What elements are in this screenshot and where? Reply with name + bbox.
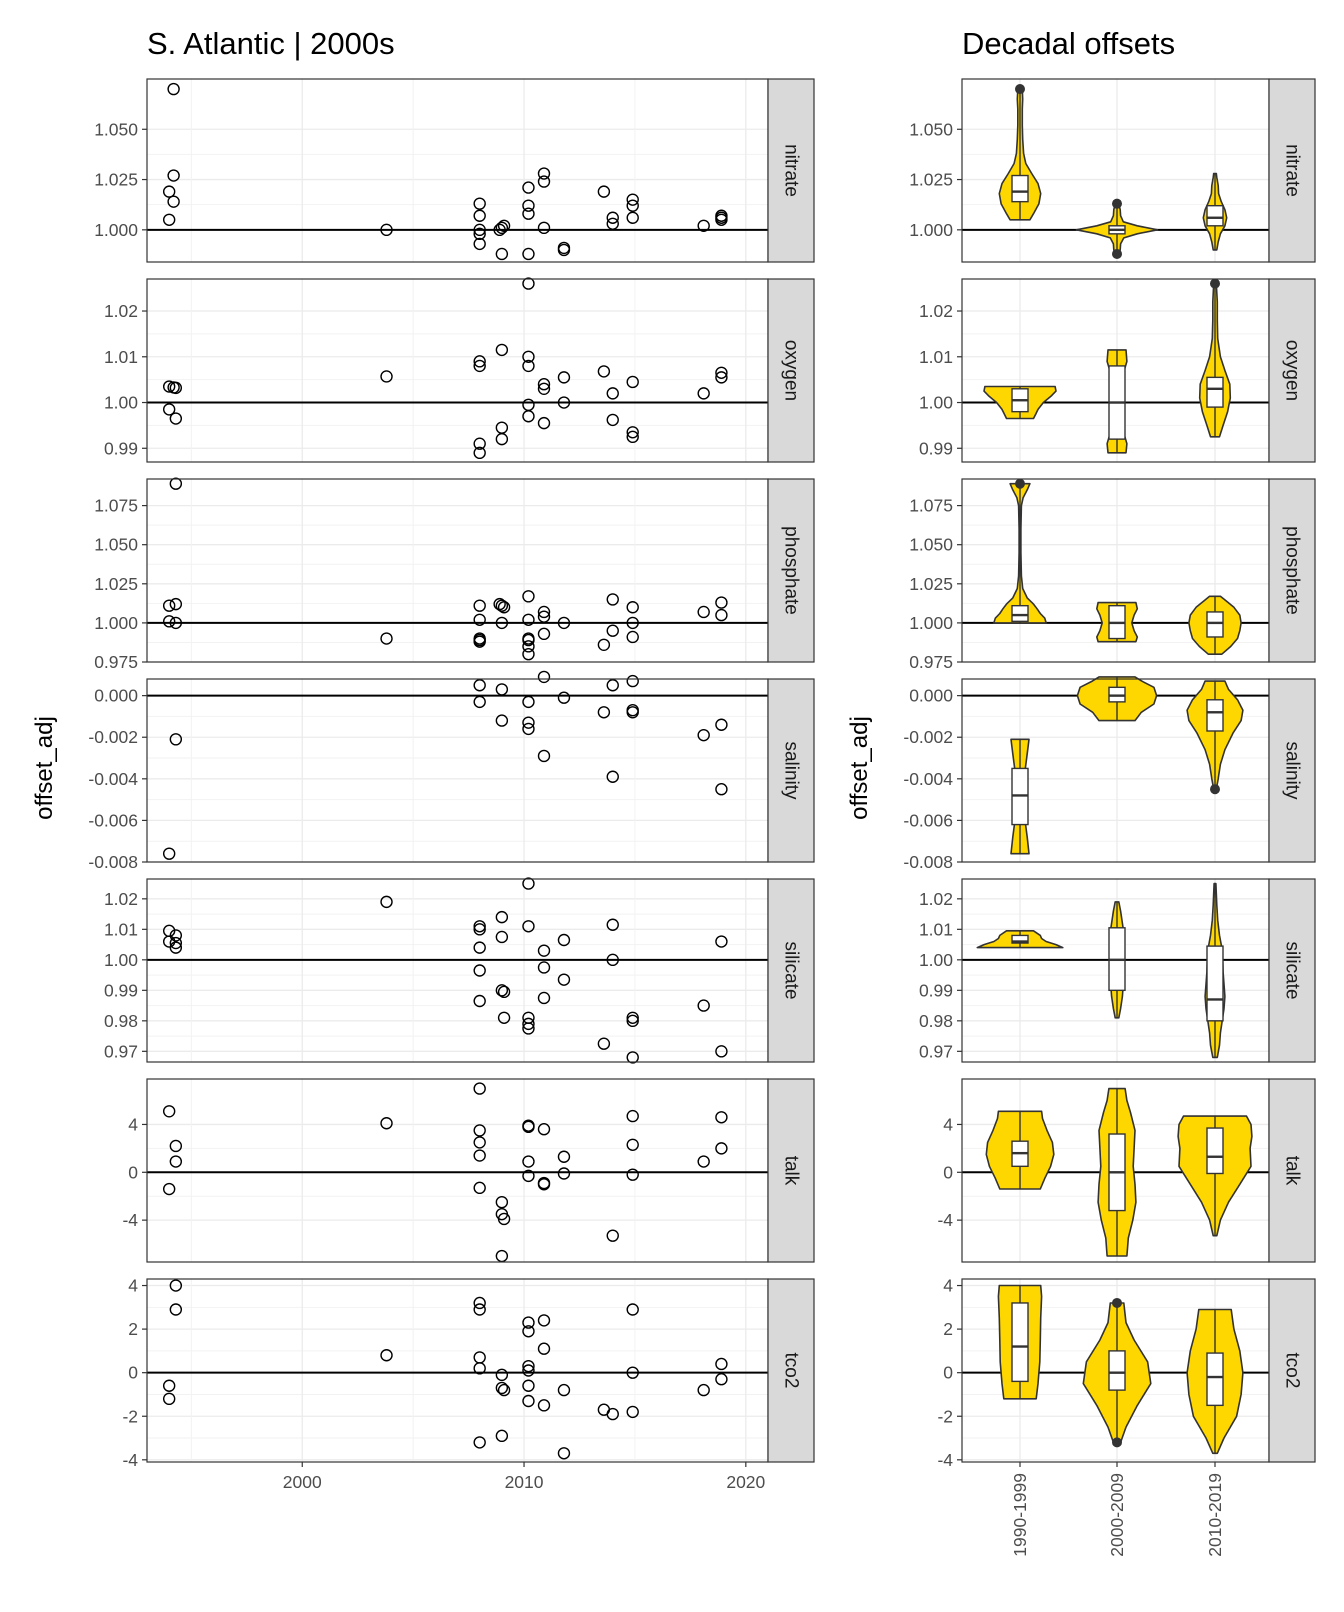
right-y-tick-label: -2 — [937, 1406, 953, 1427]
left-y-tick-label: 2 — [128, 1319, 138, 1340]
boxplot-box — [1207, 612, 1223, 637]
outlier-point — [1210, 279, 1220, 289]
outlier-point — [1112, 1298, 1122, 1308]
scatter-facet-tco2 — [122, 1276, 814, 1470]
boxplot-box — [1012, 176, 1028, 202]
left-panel-bg — [147, 679, 768, 862]
right-y-tick-label: 1.01 — [918, 346, 953, 367]
left-strip-label: nitrate — [780, 144, 802, 197]
left-strip-label: salinity — [780, 741, 802, 800]
left-y-tick-label: -0.008 — [88, 852, 138, 872]
boxplot-box — [1207, 377, 1223, 407]
left-y-tick-label: 1.000 — [94, 612, 138, 633]
right-y-tick-label: 0.975 — [909, 652, 953, 672]
right-y-tick-label: 1.01 — [918, 919, 953, 940]
boxplot-box — [1012, 606, 1028, 622]
left-y-tick-label: 1.00 — [103, 949, 138, 970]
boxplot-box — [1109, 1351, 1125, 1390]
left-panel-title: S. Atlantic | 2000s — [147, 26, 395, 61]
right-y-tick-label: 1.050 — [909, 534, 953, 555]
boxplot-box — [1207, 700, 1223, 731]
right-y-tick-label: 1.075 — [909, 495, 953, 516]
right-panel-title: Decadal offsets — [962, 26, 1176, 61]
right-strip-label: talk — [1281, 1155, 1303, 1186]
scatter-facet-salinity — [88, 671, 814, 872]
right-y-tick-label: 4 — [943, 1114, 953, 1135]
right-y-tick-label: 0 — [943, 1162, 953, 1183]
right-strip-label: silicate — [1281, 941, 1303, 1000]
right-y-axis-title: offset_adj — [846, 716, 873, 820]
left-panel-bg — [147, 1079, 768, 1262]
right-y-tick-label: -0.004 — [903, 768, 953, 789]
right-y-tick-label: 4 — [943, 1275, 953, 1296]
right-y-tick-label: 2 — [943, 1319, 953, 1340]
left-y-tick-label: 1.025 — [94, 573, 138, 594]
outlier-point — [1112, 249, 1122, 259]
left-y-tick-label: 0 — [128, 1162, 138, 1183]
left-y-tick-label: 4 — [128, 1275, 138, 1296]
right-x-tick-label: 1990-1999 — [1010, 1473, 1030, 1557]
left-y-tick-label: -0.004 — [88, 768, 138, 789]
left-y-tick-label: 1.00 — [103, 392, 138, 413]
right-strip-label: tco2 — [1281, 1352, 1303, 1389]
right-strip-label: oxygen — [1281, 339, 1303, 402]
right-y-tick-label: 1.000 — [909, 219, 953, 240]
right-y-tick-label: 1.02 — [918, 301, 953, 322]
right-strip-label: nitrate — [1281, 144, 1303, 197]
outlier-point — [1210, 784, 1220, 794]
scatter-facets — [88, 79, 814, 1470]
left-y-tick-label: -0.006 — [88, 810, 138, 831]
right-y-tick-label: 0.97 — [918, 1041, 953, 1062]
right-y-tick-label: 0.99 — [918, 980, 953, 1001]
right-y-tick-label: -0.008 — [903, 852, 953, 872]
right-y-tick-label: 1.050 — [909, 119, 953, 140]
right-y-tick-label: -4 — [937, 1210, 953, 1231]
violin-facets — [903, 79, 1315, 1470]
right-y-tick-label: 0 — [943, 1362, 953, 1383]
left-y-tick-label: 1.025 — [94, 169, 138, 190]
violin-facet-salinity — [903, 677, 1315, 872]
left-strip-label: talk — [780, 1155, 802, 1186]
violin-facet-oxygen — [919, 279, 1315, 462]
boxplot-box — [1207, 206, 1223, 226]
right-strip-label: phosphate — [1281, 526, 1303, 615]
left-y-tick-label: 0.975 — [94, 652, 138, 672]
left-x-tick-label: 2000 — [282, 1472, 322, 1492]
right-strip-label: salinity — [1281, 741, 1303, 800]
outlier-point — [1015, 479, 1025, 489]
left-y-tick-label: -4 — [122, 1210, 138, 1231]
scatter-facet-talk — [122, 1079, 814, 1262]
boxplot-box — [1207, 1353, 1223, 1405]
left-y-tick-label: 1.02 — [103, 888, 138, 909]
left-panel-bg — [147, 479, 768, 662]
left-y-tick-label: -4 — [122, 1449, 138, 1470]
left-y-tick-label: 1.075 — [94, 495, 138, 516]
left-strip-label: tco2 — [780, 1352, 802, 1389]
right-y-tick-label: -0.006 — [903, 810, 953, 831]
right-y-tick-label: 1.00 — [918, 392, 953, 413]
right-x-tick-label: 2000-2009 — [1107, 1473, 1127, 1557]
scatter-facet-oxygen — [104, 278, 814, 462]
right-y-tick-label: 1.00 — [918, 949, 953, 970]
left-y-tick-label: 1.01 — [103, 346, 138, 367]
violin-facet-silicate — [919, 879, 1315, 1062]
left-panel-bg — [147, 279, 768, 462]
left-y-tick-label: 0.99 — [103, 438, 138, 459]
right-y-tick-label: 0.99 — [918, 438, 953, 459]
violin-facet-nitrate — [909, 79, 1315, 262]
left-y-tick-label: 1.01 — [103, 919, 138, 940]
left-strip-label: phosphate — [780, 526, 802, 615]
right-y-tick-label: -0.002 — [903, 727, 953, 748]
left-y-tick-label: 0.99 — [103, 980, 138, 1001]
outlier-point — [1112, 1437, 1122, 1447]
left-y-tick-label: 1.000 — [94, 219, 138, 240]
left-y-axis-title: offset_adj — [31, 716, 58, 820]
right-y-tick-label: 0.98 — [918, 1010, 953, 1031]
left-strip-label: silicate — [780, 941, 802, 1000]
right-y-tick-label: 1.02 — [918, 888, 953, 909]
left-y-tick-label: 0 — [128, 1362, 138, 1383]
right-y-tick-label: 1.025 — [909, 169, 953, 190]
boxplot-box — [1012, 1303, 1028, 1381]
left-panel-bg — [147, 79, 768, 262]
left-strip-label: oxygen — [780, 339, 802, 402]
outlier-point — [1112, 199, 1122, 209]
violin-facet-talk — [937, 1079, 1315, 1262]
left-y-tick-label: 0.98 — [103, 1010, 138, 1031]
right-x-tick-label: 2010-2019 — [1205, 1473, 1225, 1557]
left-y-tick-label: -0.002 — [88, 727, 138, 748]
right-y-tick-label: 0.000 — [909, 685, 953, 706]
left-y-tick-label: 1.02 — [103, 301, 138, 322]
scatter-facet-nitrate — [94, 79, 814, 262]
left-panel-bg — [147, 879, 768, 1062]
left-x-tick-label: 2010 — [504, 1472, 544, 1492]
violin-facet-tco2 — [937, 1276, 1315, 1470]
boxplot-box — [1207, 1128, 1223, 1173]
right-y-tick-label: 1.000 — [909, 612, 953, 633]
left-panel-bg — [147, 1279, 768, 1462]
left-x-tick-label: 2020 — [726, 1472, 766, 1492]
left-y-tick-label: 1.050 — [94, 119, 138, 140]
outlier-point — [1015, 84, 1025, 94]
right-y-tick-label: 1.025 — [909, 573, 953, 594]
left-y-tick-label: 4 — [128, 1114, 138, 1135]
boxplot-box — [1207, 946, 1223, 1021]
scatter-facet-silicate — [104, 878, 814, 1063]
left-x-axis — [283, 1462, 766, 1492]
violin-facet-phosphate — [909, 479, 1315, 672]
right-x-axis — [1010, 1462, 1225, 1557]
left-y-tick-label: 0.97 — [103, 1041, 138, 1062]
left-y-tick-label: 0.000 — [94, 685, 138, 706]
left-y-tick-label: 1.050 — [94, 534, 138, 555]
scatter-facet-phosphate — [94, 478, 814, 672]
left-y-tick-label: -2 — [122, 1406, 138, 1427]
right-y-tick-label: -4 — [937, 1449, 953, 1470]
